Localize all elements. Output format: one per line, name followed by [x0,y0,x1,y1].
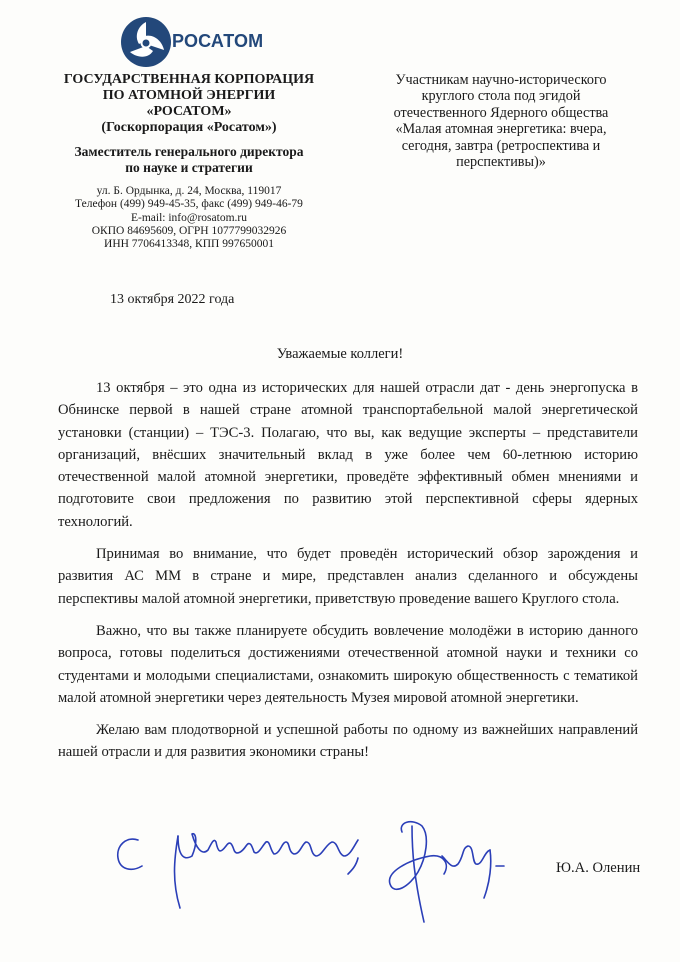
position-line: по науке и стратегии [125,160,253,175]
recipient-line: «Малая атомная энергетика: вчера, [395,121,607,138]
address: ул. Б. Ордынка, д. 24, Москва, 119017 [96,185,282,197]
inn-kpp: ИНН 7706413348, КПП 997650001 [104,238,274,251]
org-title-line: ПО АТОМНОЙ ЭНЕРГИИ [102,88,276,103]
org-title-line: «РОСАТОМ» [146,104,232,119]
letter-date: 13 октября 2022 года [110,292,235,307]
sender-position [44,144,334,176]
recipient-block [358,72,644,170]
org-title [44,72,334,136]
org-title-line: ГОСУДАРСТВЕННАЯ КОРПОРАЦИЯ [63,72,315,87]
paragraph: 13 октября – это одна из исторических для нашей отрасли дат - день энергопуска в Обнинске первой в нашей стране атомной транспортабельной малой энергетической установки (станции) – ТЭС-3. Полагаю, что вы, как ведущие эксперты – представители организаций, внёсших значительный вклад в уже более чем 60-летнюю историю отечественной малой атомной энергетики, проведёте эффективный обмен мнениями и подготовите свои предложения по развитию этой перспективной сферы ядерных технологий. [58,380,638,530]
rosatom-atom-logo-icon [120,16,172,68]
letter-body [58,377,638,774]
paragraph: Желаю вам плодотворной и успешной работы по одному из важнейших направлений нашей отрасли и для развития экономики страны! [58,722,638,761]
org-contacts [44,185,334,251]
phone-fax: Телефон (499) 949-45-35, факс (499) 949-46-79 [75,198,303,211]
recipient-line: сегодня, завтра (ретроспектива и [401,137,601,154]
recipient-line: круглого стола под эгидой [421,88,581,105]
okpo-ogrn: ОКПО 84695609, ОГРН 1077799032926 [91,224,287,237]
recipient-line: Участникам научно-исторического [395,72,607,88]
greeting: Уважаемые коллеги! [276,346,404,362]
handwritten-signature [112,812,532,932]
signer-name: Ю.А. Оленин [556,860,641,876]
recipient-line: отечественного Ядерного общества [393,104,609,121]
org-title-line: (Госкорпорация «Росатом») [101,120,277,135]
letterhead [44,72,334,251]
recipient-line: перспективы)» [456,154,546,171]
email: E-mail: info@rosatom.ru [131,211,247,224]
paragraph: Важно, что вы также планируете обсудить вовлечение молодёжи в историю данного вопроса, готовы поделиться достижениями отечественной атомной науки и техники со студентами и молодыми специалистами, ознакомить широкую общественность с тематикой малой атомной энергетики через деятельность Музея мировой атомной энергетики. [58,622,638,706]
paragraph: Принимая во внимание, что будет проведён исторический обзор зарождения и развития АС ММ в стране и мире, представлен анализ сделанного и обсуждены перспективы малой атомной энергетики, приветствую проведение вашего Круглого стола. [58,546,638,607]
position-line: Заместитель генерального директора [74,144,304,159]
logo-wordmark: РОСАТОМ [172,31,264,51]
